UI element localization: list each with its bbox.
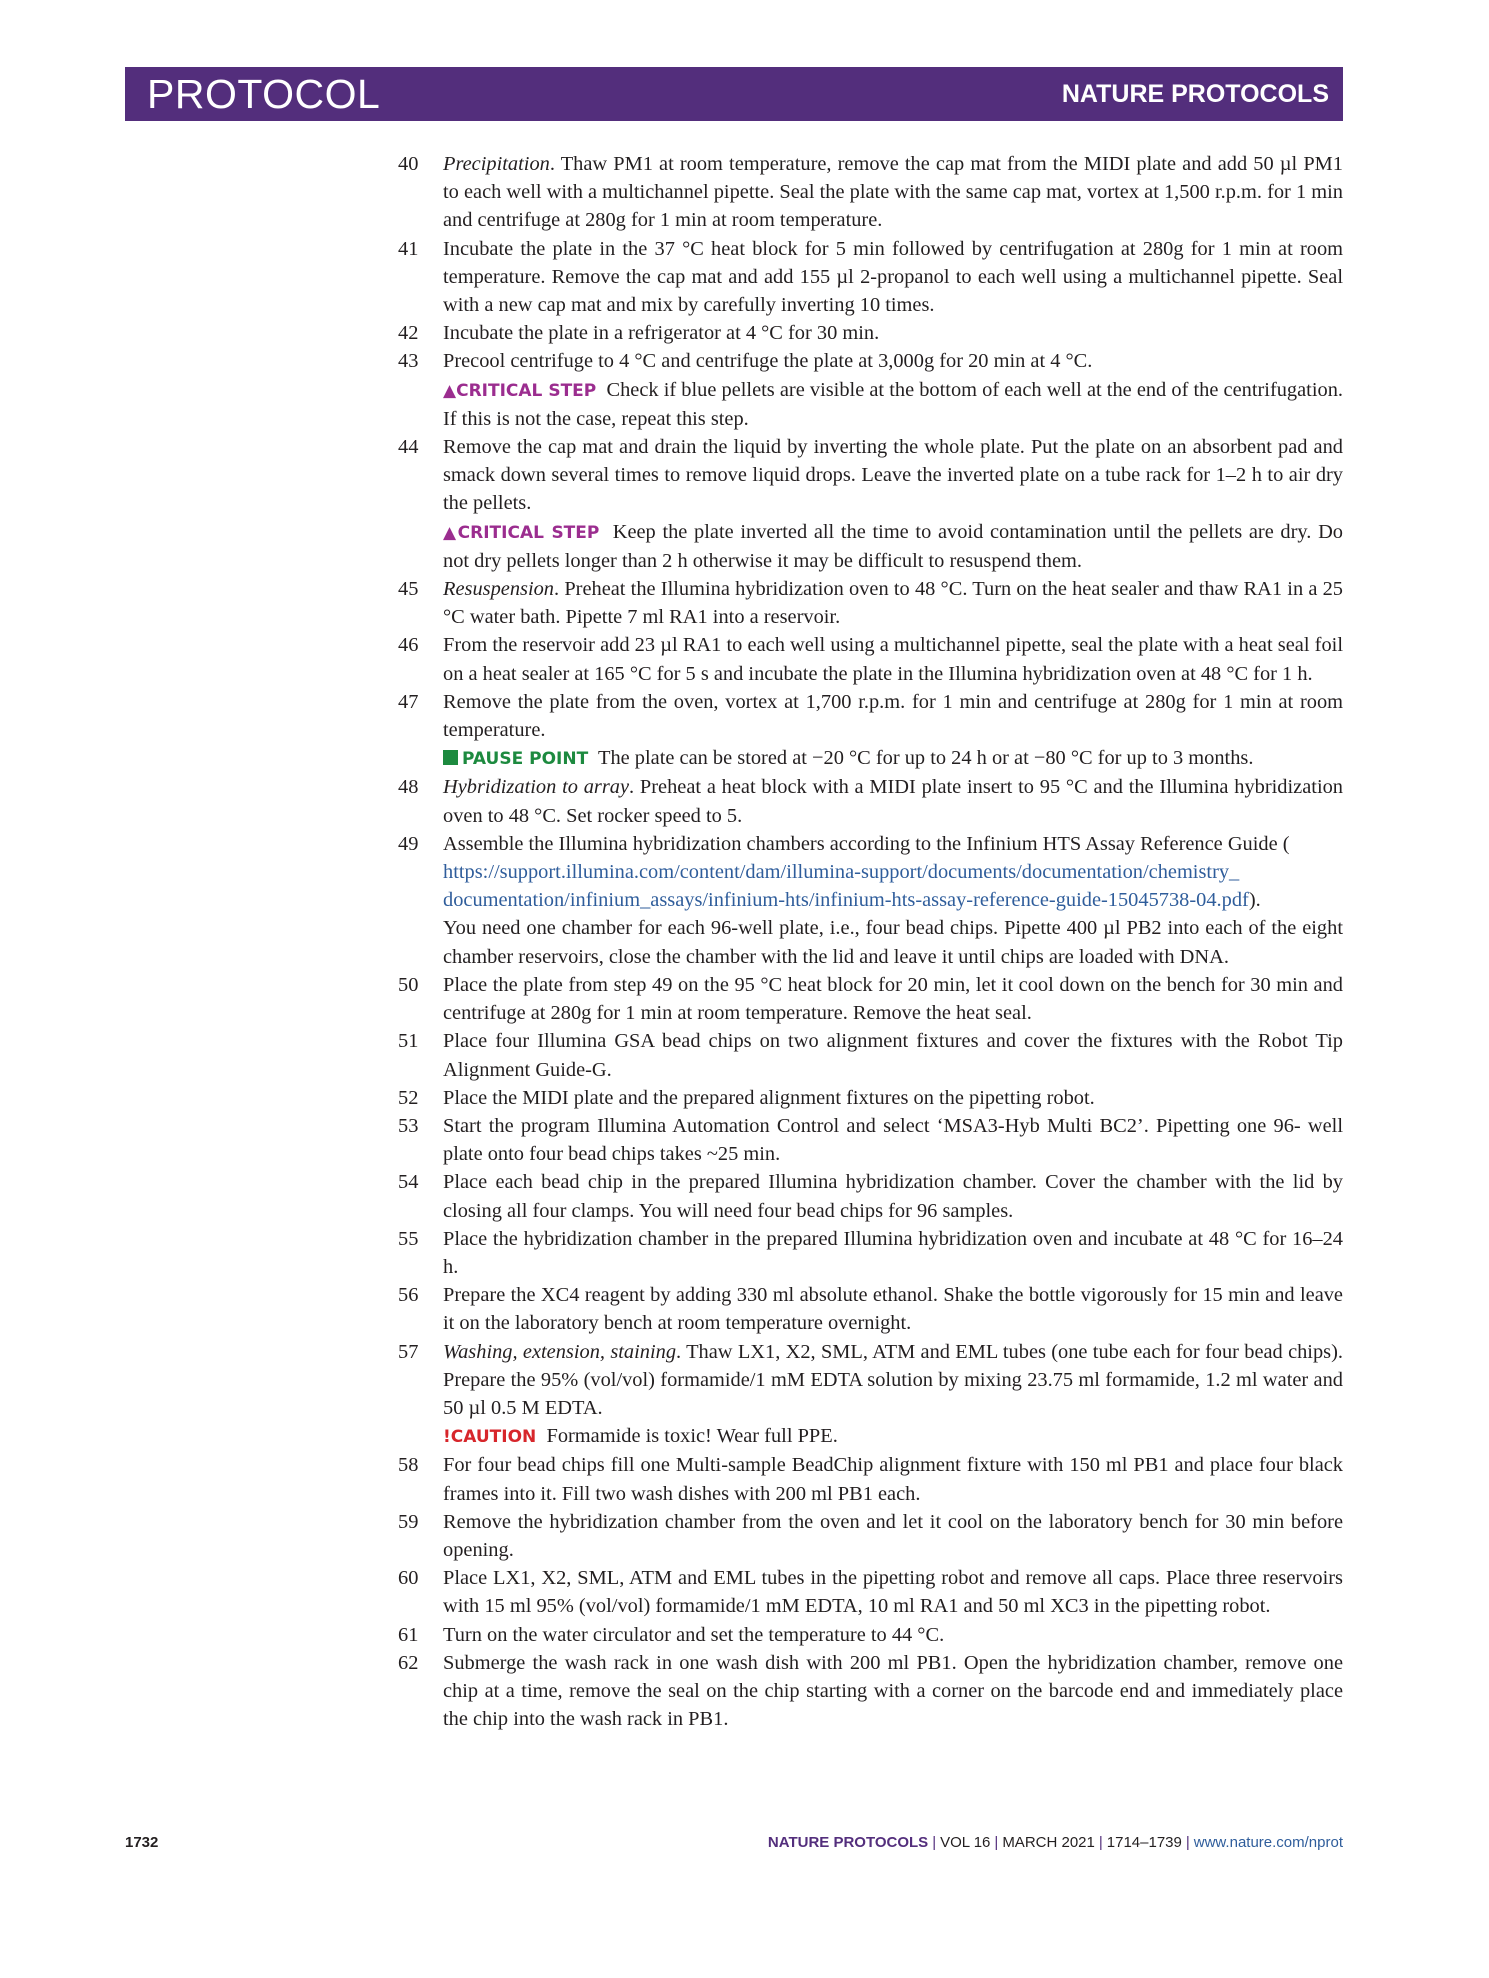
step-text: Place the hybridization chamber in the prepared Illumina hybridization oven and incubate at 48 °C for 16–24 h. <box>443 1227 1343 1278</box>
step-52 <box>398 1084 1343 1112</box>
critical-step-note: ▲CRITICAL STEP Keep the plate inverted all the time to avoid contamination until the pellets are dry. Do not dry pellets longer than 2 h otherwise it may be difficult to resuspend them. <box>443 520 1343 572</box>
step-text: Place the MIDI plate and the prepared alignment fixtures on the pipetting robot. <box>443 1086 1095 1109</box>
section-title: PROTOCOL <box>147 71 381 117</box>
pause-point-note: PAUSE POINT The plate can be stored at −20 °C for up to 24 h or at −80 °C for up to 3 months. <box>398 744 1343 773</box>
step-number: 44 <box>398 436 419 459</box>
step-number: 61 <box>398 1623 419 1646</box>
step-59 <box>398 1508 1343 1564</box>
footer-journal: NATURE PROTOCOLS <box>767 1834 929 1851</box>
step-number: 45 <box>398 578 419 601</box>
step-text: Washing, extension, staining. Thaw LX1, X2, SML, ATM and EML tubes (one tube each for four bead chips). Prepare the 95% (vol/vol) formamide/1 mM EDTA solution by mixing 23.75 ml formamide, 1.2 ml water and 50 µl 0.5 M EDTA. <box>443 1340 1343 1419</box>
step-44 <box>398 433 1343 518</box>
step-60 <box>398 1564 1343 1620</box>
step-58 <box>398 1451 1343 1507</box>
step-number: 40 <box>398 153 419 175</box>
step-47 <box>398 688 1343 744</box>
step-lead: Washing, extension, staining <box>443 1340 677 1363</box>
step-number: 53 <box>398 1114 419 1137</box>
pause-square-icon <box>443 750 458 765</box>
footer-volume: VOL 16 <box>940 1834 991 1851</box>
pause-point-label: PAUSE POINT <box>462 749 589 770</box>
step-number: 46 <box>398 634 419 657</box>
step-lead: Hybridization to array <box>443 776 630 799</box>
step-53 <box>398 1112 1343 1168</box>
step-text: Remove the cap mat and drain the liquid by inverting the whole plate. Put the plate on an absorbent pad and smack down several times to remove liquid drops. Leave the inverted plate on a tube rack for 1–2 h to air dry the pellets. <box>443 436 1343 515</box>
footer-citation: NATURE PROTOCOLS | VOL 16 | MARCH 2021 | 1714–1739 | www.nature.com/nprot <box>767 1834 1343 1851</box>
critical-step-label: ▲CRITICAL STEP <box>443 522 600 543</box>
step-text-intro: Assemble the Illumina hybridization chambers according to the Infinium HTS Assay Reference Guide ( <box>443 832 1290 855</box>
step-text: Incubate the plate in a refrigerator at 4 °C for 30 min. <box>443 322 880 345</box>
step-text: Prepare the XC4 reagent by adding 330 ml absolute ethanol. Shake the bottle vigorously for 15 min and leave it on the laboratory bench at room temperature overnight. <box>443 1284 1343 1335</box>
step-text: Precipitation. Thaw PM1 at room temperature, remove the cap mat from the MIDI plate and add 50 µl PM1 to each well with a multichannel pipette. Seal the plate with the same cap mat, vortex at 1,500 r.p.m. for 1 min and centrifuge at 280g for 1 min at room temperature. <box>443 153 1343 232</box>
step-number: 54 <box>398 1171 419 1194</box>
step-text: From the reservoir add 23 µl RA1 to each well using a multichannel pipette, seal the plate with a heat seal foil on a heat sealer at 165 °C for 5 s and incubate the plate in the Illumina hybridization oven at 48 °C for 1 h. <box>443 634 1343 685</box>
step-number: 47 <box>398 690 419 713</box>
step-text: Precool centrifuge to 4 °C and centrifuge the plate at 3,000g for 20 min at 4 °C. <box>443 350 1093 373</box>
step-number: 42 <box>398 322 419 345</box>
step-text <box>443 830 1343 971</box>
step-number: 55 <box>398 1227 419 1250</box>
step-text: Place four Illumina GSA bead chips on two alignment fixtures and cover the fixtures with the Robot Tip Alignment Guide-G. <box>443 1030 1343 1081</box>
step-text: Place the plate from step 49 on the 95 °C heat block for 20 min, let it cool down on the bench for 30 min and centrifuge at 280g for 1 min at room temperature. Remove the heat seal. <box>443 973 1343 1025</box>
step-text: Hybridization to array. Preheat a heat block with a MIDI plate insert to 95 °C and the Illumina hybridization oven to 48 °C. Set rocker speed to 5. <box>443 776 1343 827</box>
step-55 <box>398 1225 1343 1281</box>
step-56 <box>398 1281 1343 1337</box>
step-54 <box>398 1168 1343 1224</box>
step-text-continued: You need one chamber for each 96-well plate, i.e., four bead chips. Pipette 400 µl PB2 into each of the eight chamber reservoirs, close the chamber with the lid and leave it until chips are loaded with DNA. <box>443 917 1343 968</box>
step-42 <box>398 319 1343 347</box>
step-45 <box>398 575 1343 631</box>
reference-guide-link[interactable]: https://support.illumina.com/content/dam/illumina-support/documents/documentation/chemistry_ documentation/infinium_assays/infinium-hts/infinium-hts-assay-reference-guide-15045738-04.pdf). <box>443 861 1261 912</box>
footer-url[interactable]: www.nature.com/nprot <box>1193 1834 1343 1851</box>
step-number: 50 <box>398 973 419 996</box>
step-text: Turn on the water circulator and set the temperature to 44 °C. <box>443 1623 945 1646</box>
step-57 <box>398 1338 1343 1423</box>
step-text: Incubate the plate in the 37 °C heat block for 5 min followed by centrifugation at 280g for 1 min at room temperature. Remove the cap mat and add 155 µl 2-propanol to each well using a multichannel pipette. Seal with a new cap mat and mix by carefully inverting 10 times. <box>443 237 1343 317</box>
step-51 <box>398 1027 1343 1083</box>
step-number: 56 <box>398 1284 419 1307</box>
step-text: Start the program Illumina Automation Control and select ‘MSA3-Hyb Multi BC2’. Pipetting one 96- well plate onto four bead chips takes ~25 min. <box>443 1114 1343 1166</box>
step-number: 43 <box>398 350 419 373</box>
footer-pages: 1714–1739 <box>1106 1834 1182 1851</box>
procedure-steps <box>398 150 1343 1733</box>
step-lead: Precipitation <box>443 153 550 175</box>
step-number: 59 <box>398 1510 419 1533</box>
step-48 <box>398 773 1343 829</box>
step-text: Place each bead chip in the prepared Illumina hybridization chamber. Cover the chamber with the lid by closing all four clamps. You will need four bead chips for 96 samples. <box>443 1171 1343 1222</box>
caution-note: !CAUTION Formamide is toxic! Wear full PPE. <box>443 1425 838 1448</box>
step-62 <box>398 1649 1343 1734</box>
step-49 <box>398 830 1343 971</box>
header-banner <box>125 67 1343 121</box>
step-text: Place LX1, X2, SML, ATM and EML tubes in the pipetting robot and remove all caps. Place three reservoirs with 15 ml 95% (vol/vol) formamide/1 mM EDTA, 10 ml RA1 and 50 ml XC3 in the pipetting robot. <box>443 1567 1343 1618</box>
caution-label: !CAUTION <box>443 1427 537 1448</box>
journal-title: NATURE PROTOCOLS <box>1061 80 1329 108</box>
step-text: Submerge the wash rack in one wash dish with 200 ml PB1. Open the hybridization chamber, remove one chip at a time, remove the seal on the chip starting with a corner on the barcode end and immediately place the chip into the wash rack in PB1. <box>443 1651 1343 1731</box>
step-text: Remove the plate from the oven, vortex at 1,700 r.p.m. for 1 min and centrifuge at 280g for 1 min at room temperature. <box>443 690 1343 742</box>
step-text: Resuspension. Preheat the Illumina hybridization oven to 48 °C. Turn on the heat sealer and thaw RA1 in a 25 °C water bath. Pipette 7 ml RA1 into a reservoir. <box>443 578 1343 629</box>
step-text: For four bead chips fill one Multi-sample BeadChip alignment fixture with 150 ml PB1 and place four black frames into it. Fill two wash dishes with 200 ml PB1 each. <box>443 1454 1343 1505</box>
step-number: 58 <box>398 1454 419 1477</box>
step-number: 62 <box>398 1651 419 1674</box>
page-number: 1732 <box>125 1834 159 1851</box>
step-40 <box>398 150 1343 235</box>
step-number: 49 <box>398 832 419 855</box>
step-text: Remove the hybridization chamber from the oven and let it cool on the laboratory bench for 30 min before opening. <box>443 1510 1343 1561</box>
step-50 <box>398 971 1343 1027</box>
step-number: 41 <box>398 237 419 260</box>
step-lead: Resuspension <box>443 578 555 601</box>
step-number: 48 <box>398 776 419 799</box>
critical-step-note: ▲CRITICAL STEP Check if blue pellets are visible at the bottom of each well at the end of the centrifugation. If this is not the case, repeat this step. <box>443 378 1343 430</box>
critical-step-label: ▲CRITICAL STEP <box>443 380 597 401</box>
step-number: 60 <box>398 1567 419 1590</box>
step-number: 52 <box>398 1086 419 1109</box>
footer-date: MARCH 2021 <box>1002 1834 1095 1851</box>
step-43 <box>398 347 1343 375</box>
step-number: 57 <box>398 1340 419 1363</box>
step-61 <box>398 1621 1343 1649</box>
step-number: 51 <box>398 1030 419 1053</box>
step-41 <box>398 235 1343 320</box>
step-46 <box>398 631 1343 687</box>
